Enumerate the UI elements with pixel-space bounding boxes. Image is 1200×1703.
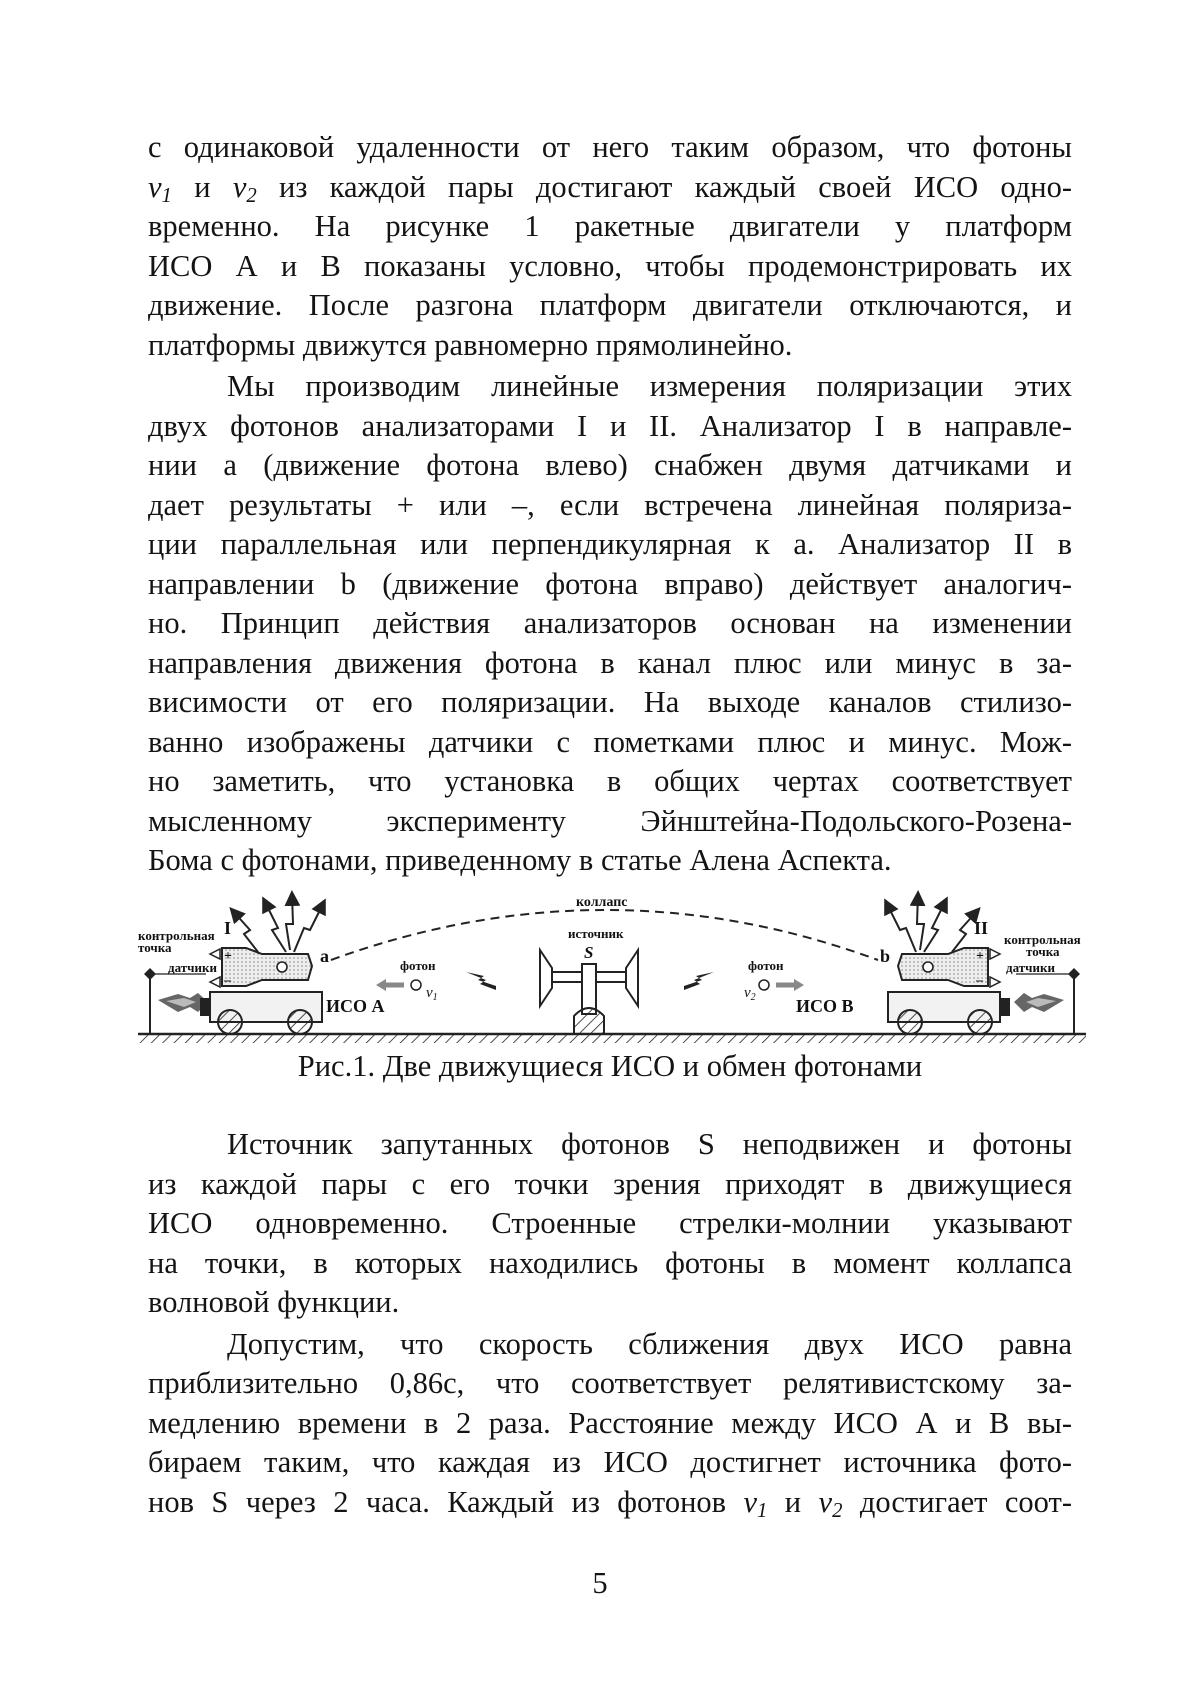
right-control-point-label-1: контрольная — [1004, 932, 1081, 947]
photon-symbol-v1: $v_1$ — [148, 169, 172, 207]
photon-right-symbol: $v_2$ — [744, 985, 756, 1003]
right-sensor-minus: – — [976, 973, 983, 988]
text-line: но заметить, что установка в общих чертах соответствует — [148, 764, 1072, 798]
analyzer-left-label: I — [224, 918, 232, 938]
right-control-point-label-2: точка — [1026, 944, 1060, 959]
photon-left-icon — [411, 980, 421, 990]
text-block-bottom — [148, 1125, 1072, 1522]
text-line: из каждой пары с его точки зрения приходят в движущиеся — [148, 1166, 1072, 1201]
text-line: приблизительно 0,86c, что соответствует релятивистскому за- — [148, 1366, 1072, 1400]
photon-symbol-v2: $v_2$ — [232, 169, 257, 207]
left-photon — [376, 958, 438, 1003]
left-collapse-lightning-icon — [232, 894, 324, 952]
left-control-point — [138, 928, 217, 1034]
source-label: источник — [568, 926, 624, 941]
text-line: медлению времени в 2 раза. Расстояние между ИСО А и В вы- — [148, 1405, 1072, 1440]
photon-symbol-v1: $v_1$ — [743, 1484, 768, 1522]
text-line: платформы движутся равномерно прямолинейно. — [148, 327, 793, 362]
text-line: мысленному эксперименту Эйнштейна-Подольского-Розена- — [148, 803, 1072, 838]
photon-right-icon — [759, 980, 769, 990]
text-line: Источник запутанных фотонов S неподвижен и фотоны — [227, 1127, 1072, 1161]
text-line: ИСО А и В показаны условно, чтобы продемонстрировать их — [148, 248, 1072, 283]
paragraph — [148, 128, 1072, 365]
right-control-point — [1004, 932, 1081, 1034]
figure-caption: Рис.1. Две движущиеся ИСО и обмен фотонами — [297, 1049, 923, 1083]
frame-right-label: ИСО В — [796, 996, 854, 1016]
frame-left-label: ИСО А — [326, 996, 385, 1016]
text-line: ИСО одновременно. Строенные стрелки-молнии указывают — [148, 1206, 1072, 1240]
text-line: направлении b (движение фотона вправо) действует аналогич- — [148, 566, 1072, 601]
photon-right-label: фотон — [748, 958, 784, 973]
text-line: Допустим, что скорость сближения двух ИСО равна — [227, 1326, 1072, 1361]
text-line: движение. После разгона платформ двигатели отключаются, и — [148, 288, 1072, 322]
text-line: нов S через 2 часа. Каждый из фотонов $v_1$ и $v_2$ достигает соот- — [148, 1484, 1072, 1522]
page-number: 5 — [592, 1566, 608, 1600]
left-platform — [200, 992, 322, 1034]
photon-symbol-v2: $v_2$ — [818, 1484, 843, 1522]
text-line: на точки, в которых находились фотоны в момент коллапса — [148, 1245, 1072, 1280]
left-control-point-label-2: точка — [138, 940, 172, 955]
text-line: двух фотонов анализаторами I и II. Анализатор I в направле- — [148, 408, 1072, 443]
right-analyzer — [880, 918, 1000, 988]
right-exhaust-flame-icon — [1014, 993, 1064, 1012]
figure-two-moving-frames — [136, 888, 1088, 1056]
right-platform — [888, 992, 1010, 1034]
left-control-point-label-1: контрольная — [138, 928, 215, 943]
right-collapse-lightning-icon — [886, 894, 978, 952]
text-line: ванно изображены датчики с пометками плюс и минус. Мож- — [148, 724, 1072, 759]
text-line: ции параллельная или перпендикулярная к а. Анализатор II в — [148, 527, 1072, 561]
right-bolt-icon — [684, 972, 714, 990]
text-line: дает результаты + или –, если встречена линейная поляриза- — [148, 487, 1072, 522]
paragraph — [148, 1125, 1072, 1323]
left-sensors-label: датчики — [168, 960, 217, 975]
text-line: бираем таким, что каждая из ИСО достигнет источника фото- — [148, 1445, 1072, 1479]
right-photon — [744, 958, 804, 1003]
text-line: с одинаковой удаленности от него таким образом, что фотоны — [148, 130, 1072, 164]
left-bolt-icon — [466, 972, 496, 990]
direction-right-label: b — [880, 946, 891, 966]
photon-source — [540, 926, 638, 1034]
photon-left-symbol: $v_1$ — [426, 985, 438, 1003]
text-block-top — [148, 128, 1072, 881]
text-line: Бома с фотонами, приведенному в статье Алена Аспекта. — [148, 843, 892, 877]
analyzer-right-label: II — [974, 918, 989, 938]
text-line: нии а (движение фотона влево) снабжен двумя датчиками и — [148, 448, 1072, 482]
paragraph — [148, 1325, 1072, 1523]
right-sensors-label: датчики — [1006, 960, 1055, 975]
text-line: временно. На рисунке 1 ракетные двигатели у платформ — [148, 209, 1072, 243]
text-line: направления движения фотона в канал плюс или минус в за- — [148, 645, 1072, 680]
right-sensor-plus: + — [976, 949, 984, 964]
text-line: Мы производим линейные измерения поляризации этих — [227, 369, 1072, 403]
left-sensor-minus: – — [224, 973, 231, 988]
paragraph — [148, 367, 1072, 881]
direction-left-label: a — [320, 946, 329, 966]
left-sensor-plus: + — [224, 949, 232, 964]
photon-left-label: фотон — [400, 958, 436, 973]
text-line: волновой функции. — [148, 1285, 400, 1319]
text-line: но. Принцип действия анализаторов основан на изменении — [148, 606, 1072, 640]
source-symbol: S — [584, 943, 594, 962]
text-line: $v_1$ и $v_2$ из каждой пары достигают каждый своей ИСО одно- — [148, 169, 1073, 207]
ground — [138, 1034, 1086, 1043]
text-line: висимости от его поляризации. На выходе каналов стилизо- — [148, 685, 1072, 719]
collapse-label: коллапс — [576, 895, 628, 910]
